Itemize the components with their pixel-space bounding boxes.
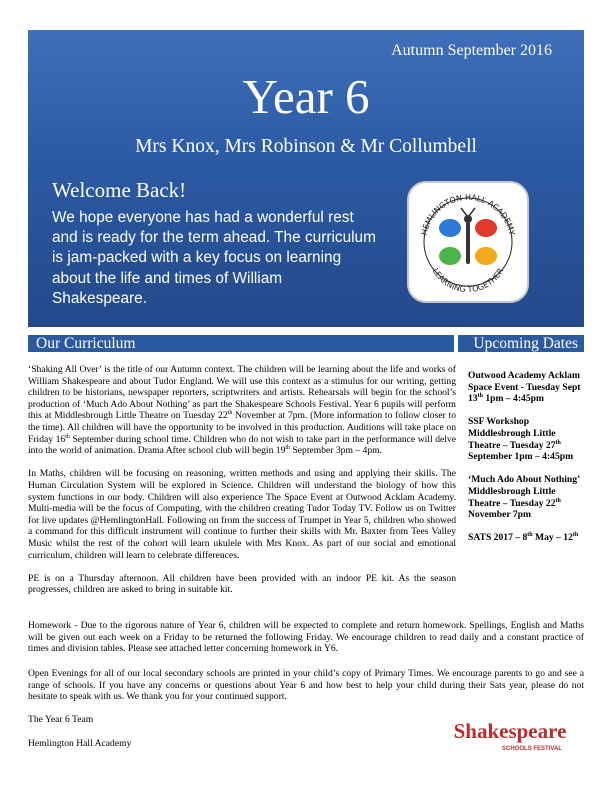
shakespeare-festival-logo-icon <box>440 714 580 756</box>
issue-date: Autumn September 2016 <box>391 42 552 59</box>
logo-text-top: HEMLINGTON HALL ACADEMY <box>419 192 517 237</box>
welcome-heading: Welcome Back! <box>52 178 187 202</box>
date-item: ‘Much Ado About Nothing’ Middlesbrough Little Theatre – Tuesday 22th November 7pm <box>468 474 580 521</box>
page-title: Year 6 <box>242 69 370 124</box>
curriculum-paragraph-context: ‘Shaking All Over’ is the title of our Autumn context. The children will be learning about the life and works of William Shakespeare and about Tudor England. We will use this context as a stimulus for our writing, getting children to be historians, newspaper reporters, scriptwriters and artists. Rehearsals will begin for the school’s production of ‘Much Ado About Nothing’ as part the Shakespeare Schools Festival. Year 6 pupils will perform this at Middlesbrough Little Theatre on Tuesday 22th November at 7pm. (More information to follow closer to the time). All children will have the opportunity to be involved in this production. Auditions will take place on Friday 16th September during school time. Children who do not wish to take part in the performance will delve into the world of animation. Drama After school club will begin 19th September 3pm – 4pm. <box>28 364 456 457</box>
curriculum-body <box>28 364 456 607</box>
signoff-school: Hemlington Hall Academy <box>28 738 132 749</box>
upcoming-dates-list <box>468 370 588 556</box>
upcoming-dates-section-header: Upcoming Dates <box>458 335 584 352</box>
curriculum-paragraph-subjects: In Maths, children will be focusing on reasoning, written methods and using and applying their skills. The Human Circulation System will be explored in Science. Children will understand the biology of how this system functions in our body. Children will also experience The Space Event at Outwood Acklam Academy. Multi-media will be the focus of Computing, with the children creating Tudor Today TV. Follow us on Twitter for live updates @HemlingtonHall. Following on from the success of Trumpet in Year 5, children who showed a command for this difficult instrument will continue to further their skills with Mr. Baxter from Tees Valley Music whilst the rest of the cohort will learn ukulele with Mrs Knox. As part of our social and emotional curriculum, children will learn to celebrate differences. <box>28 468 456 561</box>
date-item: SSF Workshop Middlesbrough Little Theatre – Tuesday 27th September 1pm – 4:45pm <box>468 416 574 463</box>
signoff-team: The Year 6 Team <box>28 714 94 725</box>
curriculum-section-header: Our Curriculum <box>28 335 454 352</box>
teachers-names: Mrs Knox, Mrs Robinson & Mr Collumbell <box>135 136 477 157</box>
date-item: SATS 2017 – 8th May – 12th <box>468 532 579 544</box>
school-logo-icon <box>404 178 532 306</box>
festival-logo-name: Shakespeare <box>453 719 567 743</box>
date-item: Outwood Academy Acklam Space Event - Tuesday Sept 13th 1pm – 4:45pm <box>468 370 581 405</box>
curriculum-paragraph-open-evenings: Open Evenings for all of our local secondary schools are printed in your child’s copy of Primary Times. We encourage parents to go and see a range of schools. If you have any concerns or questions about Year 6 and how best to help your child during their Sats year, please do not hesitate to speak with us. We thank you for your continued support. <box>28 668 584 703</box>
welcome-text: We hope everyone has had a wonderful rest and is ready for the term ahead. The curriculum is jam-packed with a key focus on learning about the life and times of William Shakespeare. <box>52 209 376 307</box>
festival-logo-sub: SCHOOLS FESTIVAL <box>502 746 562 752</box>
curriculum-paragraph-pe: PE is on a Thursday afternoon. All children have been provided with an indoor PE kit. As the season progresses, children are asked to bring in suitable kit. <box>28 572 456 596</box>
curriculum-paragraph-homework: Homework - Due to the rigorous nature of Year 6, children will be expected to complete and return homework. Spellings, English and Maths will be given out each week on a Friday to be returned the following Friday. We encourage children to read daily and a constant practice of times and division tables. Please see attached letter concerning homework in Y6. <box>28 620 584 655</box>
logo-text-bottom: LEARNING TOGETHER <box>430 266 506 295</box>
header-banner <box>28 30 584 327</box>
